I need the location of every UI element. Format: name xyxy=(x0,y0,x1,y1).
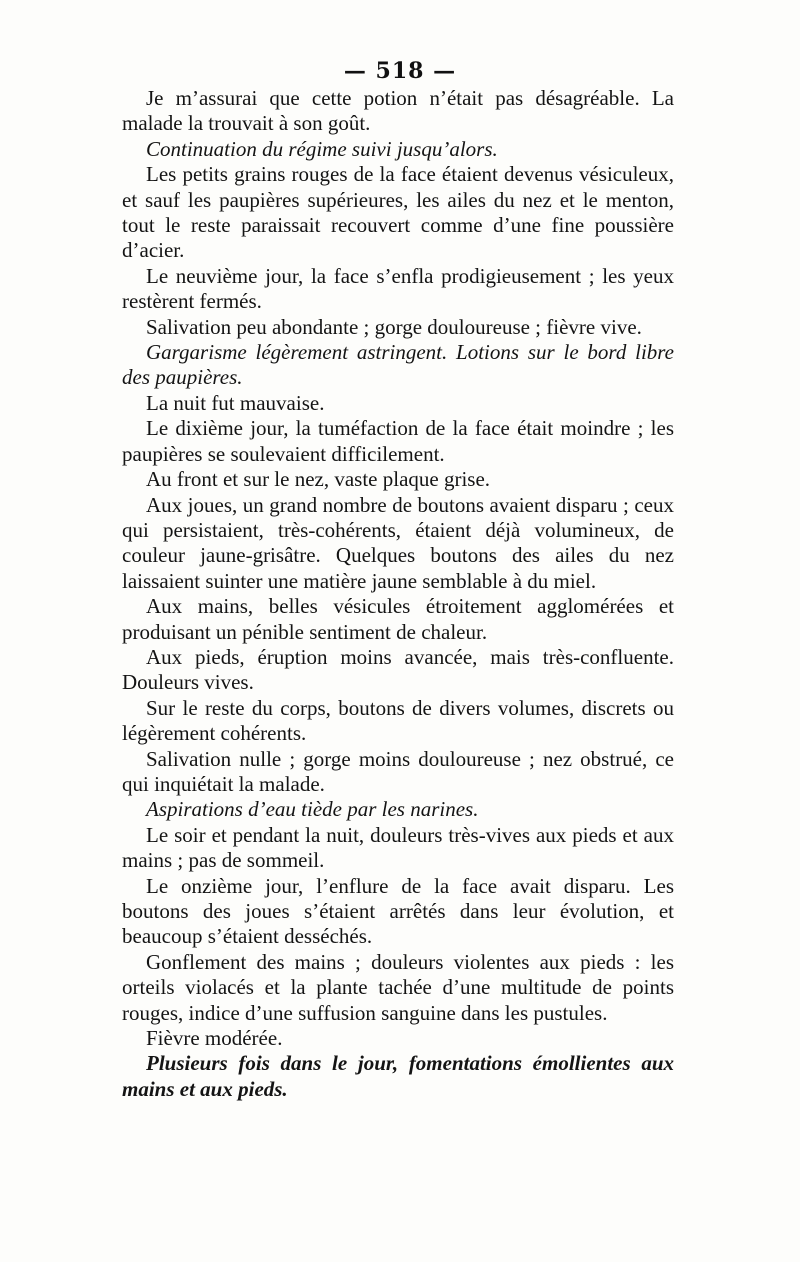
paragraph: Le neuvième jour, la face s’enfla prodigieusement ; les yeux restèrent fermés. xyxy=(122,263,674,314)
paragraph: Gonflement des mains ; douleurs violentes aux pieds : les orteils violacés et la plante tachée d’une multitude de points rouges, indice d’une suffusion sanguine dans les pustules. xyxy=(122,949,674,1025)
paragraph: Sur le reste du corps, boutons de divers volumes, discrets ou légèrement cohérents. xyxy=(122,695,674,746)
page-number: — 518 — xyxy=(343,58,457,84)
paragraph: La nuit fut mauvaise. xyxy=(146,390,325,415)
paragraph: Aux mains, belles vésicules étroitement agglomérées et produisant un pénible sentiment de chaleur. xyxy=(122,594,674,644)
paragraph: Au front et sur le nez, vaste plaque grise. xyxy=(146,467,491,492)
treatment-paragraph: Aspirations d’eau tiède par les narines. xyxy=(146,797,479,822)
paragraph: Les petits grains rouges de la face étaient devenus vésiculeux, et sauf les paupières supérieures, les ailes du nez et le menton, tout le reste paraissait recouvert comme d’une fine poussière d’acier. xyxy=(122,162,674,263)
paragraph: Aux joues, un grand nombre de boutons avaient disparu ; ceux qui persistaient, très-cohérents, étaient déjà volumineux, de couleur jaune-grisâtre. Quelques boutons des ailes du nez laissaient suinter une matière jaune semblable à du miel. xyxy=(122,492,674,593)
paragraph: Le soir et pendant la nuit, douleurs très-vives aux pieds et aux mains ; pas de sommeil. xyxy=(122,822,674,873)
paragraph: Aux pieds, éruption moins avancée, mais très-confluente. Douleurs vives. xyxy=(122,644,674,695)
treatment-paragraph: Gargarisme légèrement astringent. Lotions sur le bord libre des paupières. xyxy=(122,340,674,390)
paragraph: Le onzième jour, l’enflure de la face avait disparu. Les boutons des joues s’étaient arrêtés dans leur évolution, et beaucoup s’étaient desséchés. xyxy=(122,873,674,949)
body-text xyxy=(122,86,674,1102)
paragraph: Je m’assurai que cette potion n’était pas désagréable. La malade la trouvait à son goût. xyxy=(122,86,674,136)
treatment-paragraph: Continuation du régime suivi jusqu’alors. xyxy=(146,136,498,161)
paragraph: Le dixième jour, la tuméfaction de la face était moindre ; les paupières se soulevaient difficilement. xyxy=(122,416,674,466)
treatment-paragraph: Plusieurs fois dans le jour, fomentations émollientes aux mains et aux pieds. xyxy=(122,1051,674,1101)
paragraph: Fièvre modérée. xyxy=(146,1026,283,1051)
paragraph: Salivation peu abondante ; gorge douloureuse ; fièvre vive. xyxy=(146,314,642,339)
paragraph: Salivation nulle ; gorge moins douloureuse ; nez obstrué, ce qui inquiétait la malade. xyxy=(122,746,674,796)
